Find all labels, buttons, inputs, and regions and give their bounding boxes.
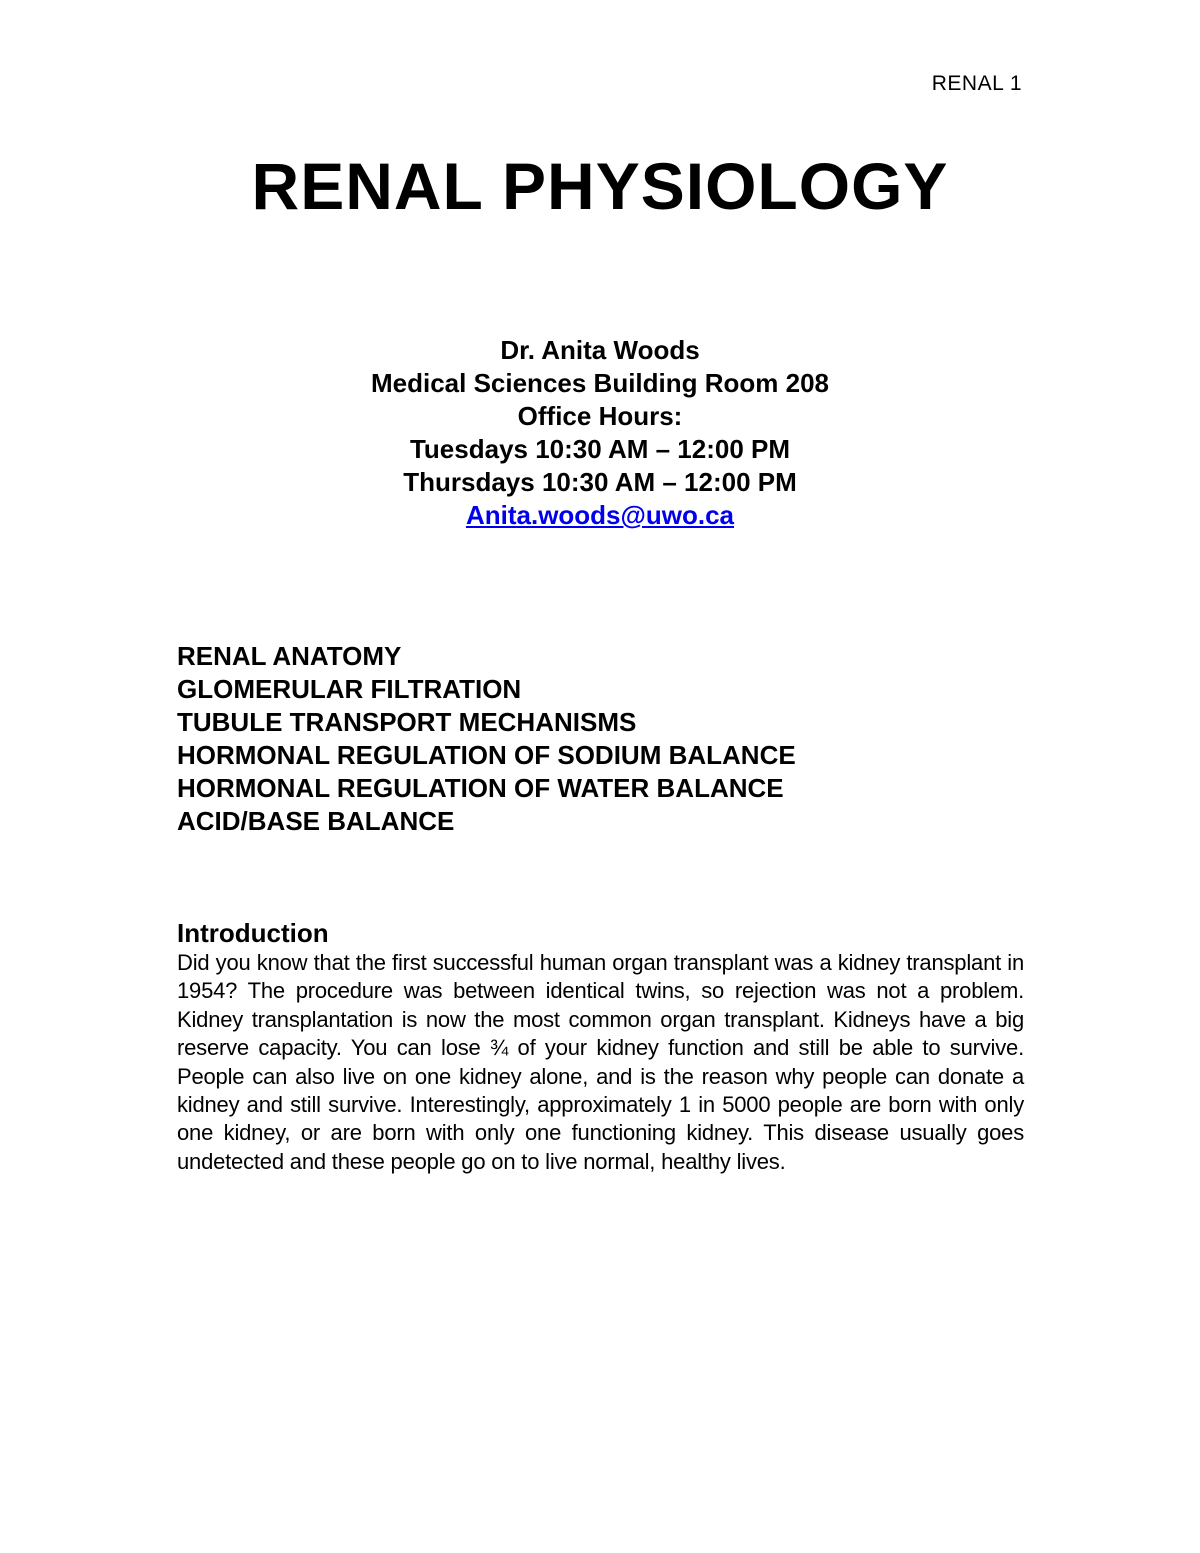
topic-item: RENAL ANATOMY [177,641,402,671]
topic-item: HORMONAL REGULATION OF SODIUM BALANCE [177,740,796,770]
contact-block [0,334,1200,532]
office-hours-thursday: Thursdays 10:30 AM – 12:00 PM [403,467,797,497]
email-link[interactable]: Anita.woods@uwo.ca [465,500,735,530]
topic-item: GLOMERULAR FILTRATION [177,674,522,704]
introduction-heading: Introduction [177,918,329,948]
introduction-paragraph: Did you know that the first successful human organ transplant was a kidney transplant in 1954? The procedure was between identical twins, so rejection was not a problem. Kidney transplantation is now the most common organ transplant. Kidneys have a big reserve capacity. You can lose ¾ of your kidney function and still be able to survive. People can also live on one kidney alone, and is the reason why people can donate a kidney and still survive. Interestingly, approximately 1 in 5000 people are born with only one kidney, or are born with only one functioning kidney. This disease usually goes undetected and these people go on to live normal, healthy lives. [177,950,1024,1174]
introduction-section [177,917,1024,1176]
instructor-name: Dr. Anita Woods [500,335,700,365]
office-location: Medical Sciences Building Room 208 [370,368,830,398]
page-header-label: RENAL 1 [931,72,1022,95]
topic-item: ACID/BASE BALANCE [177,806,455,836]
topic-item: TUBULE TRANSPORT MECHANISMS [177,707,637,737]
office-hours-tuesday: Tuesdays 10:30 AM – 12:00 PM [409,434,791,464]
topic-list [177,640,796,838]
office-hours-label: Office Hours: [517,401,683,431]
document-title: RENAL PHYSIOLOGY [251,149,949,223]
topic-item: HORMONAL REGULATION OF WATER BALANCE [177,773,784,803]
